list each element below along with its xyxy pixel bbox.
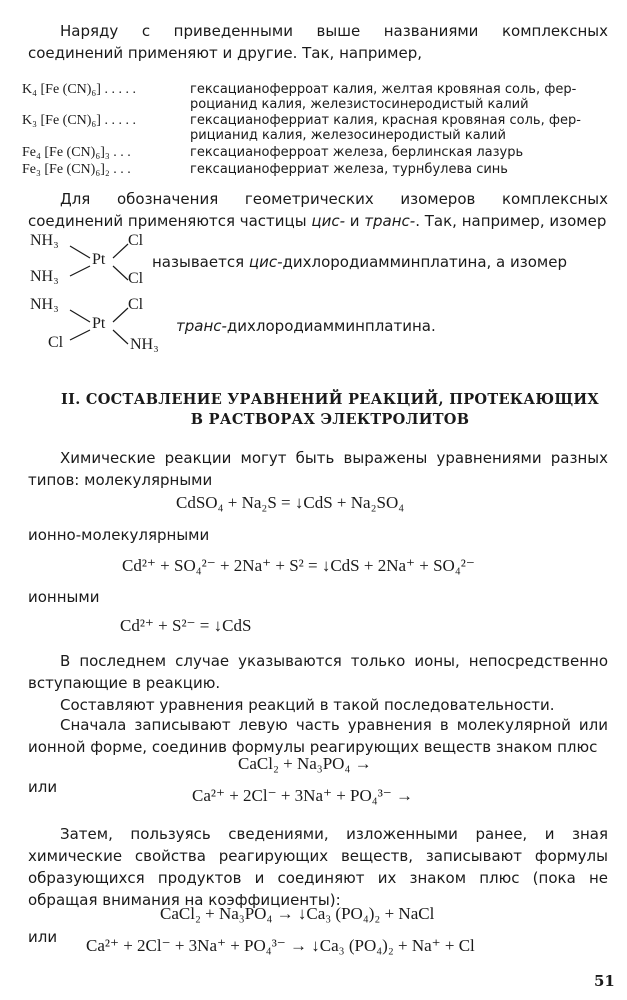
equation-ionic-molecular: Cd²⁺ + SO₄²⁻ + 2Na⁺ + S² = ↓CdS + 2Na⁺ + SO₄²⁻	[122, 556, 475, 575]
ligand-bottom-right: Cl	[128, 270, 144, 287]
compound-description: гексацианоферроат железа, берлинская лазурь	[190, 145, 524, 160]
cis-caption-italic: цис-	[248, 253, 283, 271]
equation-full-molecular: CaCl₂ + Na₃PO₄ → ↓Ca₃ (PO₄)₂ + NaCl	[160, 904, 435, 923]
paragraph-then: Затем, пользуясь сведениями, изложенными ранее, и зная химические свойства реагирующих веществ, записывают формулы образующихся продуктов и соединяют их знаком плюс (пока не обращая внимания на коэффициенты):	[28, 825, 608, 909]
cis-caption-pre: называется	[152, 253, 249, 271]
compound-description: роцианид калия, железистосинеродистый калий	[190, 97, 529, 112]
compound-description: гексацианоферриат калия, красная кровяная соль, фер-	[190, 113, 581, 128]
paragraph-first-step: Сначала записывают левую часть уравнения в молекулярной или ионной форме, соединив формулы реагирующих веществ знаком плюс	[28, 716, 608, 756]
cis-caption-post: дихлородиамминплатина, а изомер	[282, 253, 567, 271]
compound-formula: K₄ [Fe (CN)₆] . . . . .	[22, 82, 136, 97]
ligand-bottom-right: NH₃	[130, 336, 159, 353]
intro-paragraph: Наряду с приведенными выше названиями комплексных соединений применяют и другие. Так, например,	[28, 22, 608, 62]
ligand-top-right: Cl	[128, 232, 144, 249]
ligand-top-left: NH₃	[30, 296, 59, 313]
trans-caption-post: дихлородиамминплатина.	[226, 317, 436, 335]
section-heading-line2: В РАСТВОРАХ ЭЛЕКТРОЛИТОВ	[190, 411, 470, 428]
central-atom: Pt	[92, 315, 106, 332]
equation-left-molecular: CaCl₂ + Na₃PO₄ →	[238, 754, 372, 773]
paragraph-last-case: В последнем случае указываются только ионы, непосредственно вступающие в реакцию.	[28, 652, 608, 692]
isomers-trans-term: транс-	[364, 212, 416, 230]
page-number: 51	[594, 972, 615, 990]
central-atom: Pt	[92, 251, 106, 268]
compound-description: рицианид калия, железосинеродистый калий	[190, 128, 506, 143]
compound-description: гексацианоферриат железа, турнбулева синь	[190, 162, 508, 177]
label-or: или	[28, 778, 58, 796]
equation-ionic: Cd²⁺ + S²⁻ = ↓CdS	[120, 616, 252, 635]
ligand-bottom-left: NH₃	[30, 268, 59, 285]
reactions-paragraph: Химические реакции могут быть выражены уравнениями разных типов: молекулярными	[28, 449, 608, 489]
section-heading-line1: II. СОСТАВЛЕНИЕ УРАВНЕНИЙ РЕАКЦИЙ, ПРОТЕКАЮЩИХ	[61, 391, 599, 408]
label-ionic: ионными	[28, 588, 100, 606]
isomers-cis-term: цис-	[311, 212, 345, 230]
compound-description: гексацианоферроат калия, желтая кровяная соль, фер-	[190, 82, 577, 97]
compound-formula: Fe₄ [Fe (CN)₆]₃ . . .	[22, 145, 131, 160]
trans-caption-italic: транс-	[176, 317, 227, 335]
ligand-top-left: NH₃	[30, 232, 59, 249]
equation-left-ionic: Ca²⁺ + 2Cl⁻ + 3Na⁺ + PO₄³⁻ →	[192, 786, 414, 805]
compound-formula: Fe₃ [Fe (CN)₆]₂ . . .	[22, 162, 131, 177]
label-ionic-molecular: ионно-молекулярными	[28, 526, 210, 544]
isomers-text-a: Для обозначения геометрических изомеров комплексных соединений применяются частицы	[28, 190, 608, 230]
ligand-top-right: Cl	[128, 296, 144, 313]
paragraph-sequence: Составляют уравнения реакций в такой последовательности.	[60, 696, 555, 714]
equation-molecular: CdSO₄ + Na₂S = ↓CdS + Na₂SO₄	[176, 493, 405, 512]
section-heading	[60, 390, 600, 430]
isomers-text-b: . Так, например, изомер	[415, 212, 607, 230]
ligand-bottom-left: Cl	[48, 334, 64, 351]
compound-formula: K₃ [Fe (CN)₆] . . . . .	[22, 113, 136, 128]
isomers-text-and: и	[344, 212, 365, 230]
equation-full-ionic: Ca²⁺ + 2Cl⁻ + 3Na⁺ + PO₄³⁻ → ↓Ca₃ (PO₄)₂ + Na⁺ + Cl	[86, 936, 475, 955]
label-or: или	[28, 928, 58, 946]
trans-caption	[176, 317, 436, 335]
